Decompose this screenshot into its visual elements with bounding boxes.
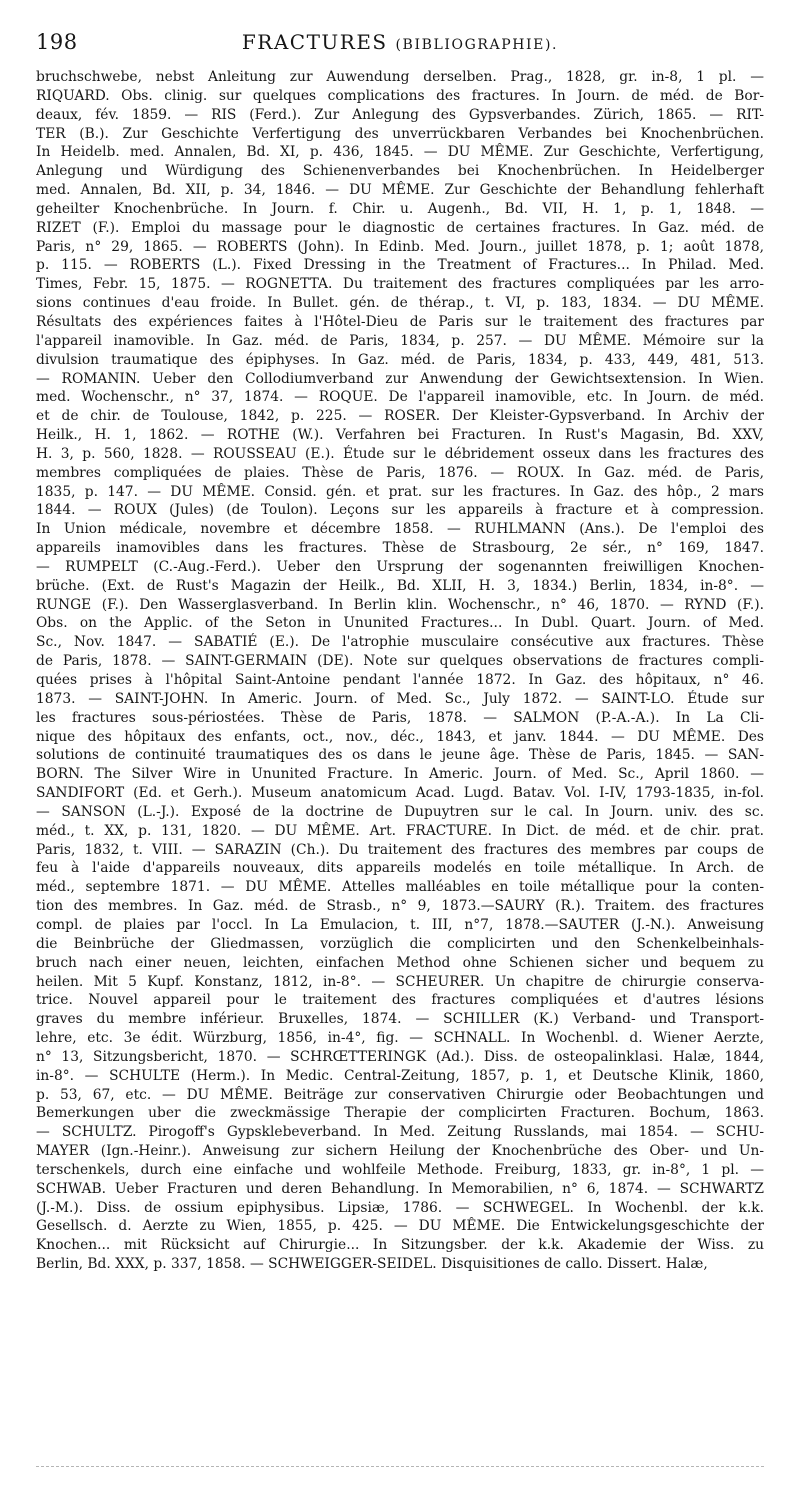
text-line: Paris, 1832, t. VIII. — SARAZIN (Ch.). Du traitement des fractures des membres par coups de [36, 841, 764, 858]
text-line: med. Annalen, Bd. XII, p. 34, 1846. — DU MÊME. Zur Geschichte der Behandlung fehlerhaft [36, 182, 764, 199]
text-line: bruch nach einer neuen, leichten, einfachen Method ohne Schienen sicher und bequem zu [36, 954, 764, 971]
text-line: Obs. on the Applic. of the Seton in Ununited Fractures... In Dubl. Quart. Journ. of Med. [36, 615, 764, 632]
text-line: l'appareil inamovible. In Gaz. méd. de Paris, 1834, p. 257. — DU MÊME. Mémoire sur la [36, 332, 764, 349]
text-line: bruchschwebe, nebst Anleitung zur Auwendung derselben. Prag., 1828, gr. in-8, 1 pl. — [36, 69, 764, 85]
text-line: brüche. (Ext. de Rust's Magazin der Heilk., Bd. XLII, H. 3, 1834.) Berlin, 1834, in-8°. — [36, 577, 764, 594]
text-line: Résultats des expériences faites à l'Hôtel-Dieu de Paris sur le traitement des fractures par [36, 313, 764, 330]
text-line: In Heidelb. med. Annalen, Bd. XI, p. 436, 1845. — DU MÊME. Zur Geschichte, Verfertigung, [36, 144, 764, 161]
text-line: méd., t. XX, p. 131, 1820. — DU MÊME. Art. FRACTURE. In Dict. de méd. et de chir. prat. [36, 822, 764, 839]
text-line: heilen. Mit 5 Kupf. Konstanz, 1812, in-8°. — SCHEURER. Un chapitre de chirurgie conserva- [36, 973, 764, 990]
text-line: Knochen... mit Rücksicht auf Chirurgie... In Sitzungsber. der k.k. Akademie der Wiss. zu [36, 1237, 764, 1254]
text-line: p. 53, 67, etc. — DU MÊME. Beiträge zur conservativen Chirurgie oder Beobachtungen und [36, 1086, 764, 1103]
text-line: Anlegung und Würdigung des Schienenverbandes bei Knochenbrüchen. In Heidelberger [36, 163, 764, 180]
text-line: RUNGE (F.). Den Wasserglasverband. In Berlin klin. Wochenschr., n° 46, 1870. — RYND (F.). [36, 596, 764, 613]
text-line: les fractures sous-périostées. Thèse de Paris, 1878. — SALMON (P.-A.-A.). In La Cli- [36, 709, 764, 726]
text-line: deaux, fév. 1859. — RIS (Ferd.). Zur Anlegung des Gypsverbandes. Zürich, 1865. — RIT- [36, 106, 764, 123]
text-line: geheilter Knochenbrüche. In Journ. f. Chir. u. Augenh., Bd. VII, H. 1, p. 1, 1848. — [36, 200, 764, 217]
text-line: Sc., Nov. 1847. — SABATIÉ (E.). De l'atrophie musculaire consécutive aux fractures. Thèse [36, 634, 764, 651]
text-line: Berlin, Bd. XXX, p. 337, 1858. — SCHWEIGGER-SEIDEL. Disquisitiones de callo. Dissert. Halæ, [36, 1256, 708, 1273]
text-line: 1844. — ROUX (Jules) (de Toulon). Leçons sur les appareils à fracture et à compression. [36, 502, 764, 519]
text-line: de Paris, 1878. — SAINT-GERMAIN (DE). Note sur quelques observations de fractures compli- [36, 653, 764, 670]
text-line: et de chir. de Toulouse, 1842, p. 225. — ROSER. Der Kleister-Gypsverband. In Archiv der [36, 408, 764, 425]
text-line: med. Wochenschr., n° 37, 1874. — ROQUE. De l'appareil inamovible, etc. In Journ. de méd. [36, 389, 764, 406]
running-title-main: FRACTURES [241, 30, 388, 54]
text-line: — SCHULTZ. Pirogoff's Gypsklebeverband. In Med. Zeitung Russlands, mai 1854. — SCHU- [36, 1124, 764, 1141]
text-line: méd., septembre 1871. — DU MÊME. Attelles malléables en toile métallique pour la conten- [36, 879, 764, 896]
text-line: graves du membre inférieur. Bruxelles, 1874. — SCHILLER (K.) Verband- und Transport- [36, 1011, 764, 1028]
text-line: — RUMPELT (C.-Aug.-Ferd.). Ueber den Ursprung der sogenannten freiwilligen Knochen- [36, 558, 764, 575]
text-line: MAYER (Ign.-Heinr.). Anweisung zur sichern Heilung der Knochenbrüche des Ober- und Un- [36, 1143, 764, 1160]
text-line: nique des hôpitaux des enfants, oct., nov., déc., 1843, et janv. 1844. — DU MÊME. Des [36, 728, 764, 745]
text-line: membres compliquées de plaies. Thèse de Paris, 1876. — ROUX. In Gaz. méd. de Paris, [36, 464, 764, 481]
text-line: sions continues d'eau froide. In Bullet. gén. de thérap., t. VI, p. 183, 1834. — DU MÊME. [36, 295, 764, 312]
text-line: In Union médicale, novembre et décembre 1858. — RUHLMANN (Ans.). De l'emploi des [36, 521, 764, 538]
text-line: feu à l'aide d'appareils nouveaux, dits appareils modelés en toile métallique. In Arch. de [36, 860, 764, 877]
bibliography-text [36, 68, 764, 1274]
text-line: solutions de continuité traumatiques des os dans le jeune âge. Thèse de Paris, 1845. — SAN- [36, 747, 764, 764]
text-line: SCHWAB. Ueber Fracturen und deren Behandlung. In Memorabilien, n° 6, 1874. — SCHWARTZ [36, 1180, 764, 1197]
text-line: — SANSON (L.-J.). Exposé de la doctrine de Dupuytren sur le cal. In Journ. univ. des sc. [36, 803, 764, 820]
text-line: BORN. The Silver Wire in Ununited Fracture. In Americ. Journ. of Med. Sc., April 1860. — [36, 766, 764, 783]
text-line: Heilk., H. 1, 1862. — ROTHE (W.). Verfahren bei Fracturen. In Rust's Magasin, Bd. XXV, [36, 427, 764, 444]
text-line: (J.-M.). Diss. de ossium epiphysibus. Lipsiæ, 1786. — SCHWEGEL. In Wochenbl. der k.k. [36, 1199, 764, 1216]
text-line: Gesellsch. d. Aerzte zu Wien, 1855, p. 425. — DU MÊME. Die Entwickelungsgeschichte der [36, 1218, 764, 1235]
text-line: Times, Febr. 15, 1875. — ROGNETTA. Du traitement des fractures compliquées par les arro- [36, 276, 764, 293]
running-title [36, 30, 764, 54]
text-line: 1835, p. 147. — DU MÊME. Consid. gén. et prat. sur les fractures. In Gaz. des hôp., 2 mars [36, 483, 764, 500]
text-line: lehre, etc. 3e édit. Würzburg, 1856, in-4°, fig. — SCHNALL. In Wochenbl. d. Wiener Aerzte, [36, 1030, 764, 1047]
page-number: 198 [36, 30, 78, 54]
text-line: die Beinbrüche der Gliedmassen, vorzüglich die complicirten und den Schenkelbeinhals- [36, 935, 764, 952]
text-line: 1873. — SAINT-JOHN. In Americ. Journ. of Med. Sc., July 1872. — SAINT-LO. Étude sur [36, 690, 764, 707]
footer-rule [36, 1466, 764, 1467]
running-title-subtitle: (BIBLIOGRAPHIE). [395, 37, 559, 53]
text-line: TER (B.). Zur Geschichte Verfertigung des unverrückbaren Verbandes bei Knochenbrüchen. [36, 125, 764, 142]
text-line: in-8°. — SCHULTE (Herm.). In Medic. Central-Zeitung, 1857, p. 1, et Deutsche Klinik, 1860, [36, 1067, 764, 1084]
text-line: quées prises à l'hôpital Saint-Antoine pendant l'année 1872. In Gaz. des hôpitaux, n° 46. [36, 672, 764, 688]
text-line: H. 3, p. 560, 1828. — ROUSSEAU (E.). Étude sur le débridement osseux dans les fractures des [36, 445, 764, 462]
text-line: — ROMANIN. Ueber den Collodiumverband zur Anwendung der Gewichtsextension. In Wien. [36, 370, 764, 387]
text-line: terschenkels, durch eine einfache und wohlfeile Methode. Freiburg, 1833, gr. in-8°, 1 pl. — [36, 1161, 764, 1178]
page-header [36, 30, 764, 60]
text-line: divulsion traumatique des épiphyses. In Gaz. méd. de Paris, 1834, p. 433, 449, 481, 513. [36, 351, 764, 368]
text-line: SANDIFORT (Ed. et Gerh.). Museum anatomicum Acad. Lugd. Batav. Vol. I-IV, 1793-1835, in-fol. [36, 785, 764, 802]
text-line: p. 115. — ROBERTS (L.). Fixed Dressing in the Treatment of Fractures... In Philad. Med. [36, 257, 764, 274]
text-line: Paris, n° 29, 1865. — ROBERTS (John). In Edinb. Med. Journ., juillet 1878, p. 1; août 1878, [36, 238, 764, 255]
text-line: appareils inamovibles dans les fractures. Thèse de Strasbourg, 2e sér., n° 169, 1847. [36, 540, 764, 557]
text-line: tion des membres. In Gaz. méd. de Strasb., n° 9, 1873.—SAURY (R.). Traitem. des fractures [36, 898, 764, 915]
text-line: Bemerkungen uber die zweckmässige Therapie der complicirten Fracturen. Bochum, 1863. [36, 1105, 764, 1122]
text-line: compl. de plaies par l'occl. In La Emulacion, t. III, n°7, 1878.—SAUTER (J.-N.). Anweisung [36, 916, 764, 933]
text-line: RIQUARD. Obs. clinig. sur quelques complications des fractures. In Journ. de méd. de Bor- [36, 87, 764, 104]
text-line: RIZET (F.). Emploi du massage pour le diagnostic de certaines fractures. In Gaz. méd. de [36, 219, 764, 236]
text-line: n° 13, Sitzungsbericht, 1870. — SCHRŒTTERINGK (Ad.). Diss. de osteopalinklasi. Halæ, 1844, [36, 1048, 764, 1065]
text-line: trice. Nouvel appareil pour le traitement des fractures compliquées et d'autres lésions [36, 992, 764, 1009]
